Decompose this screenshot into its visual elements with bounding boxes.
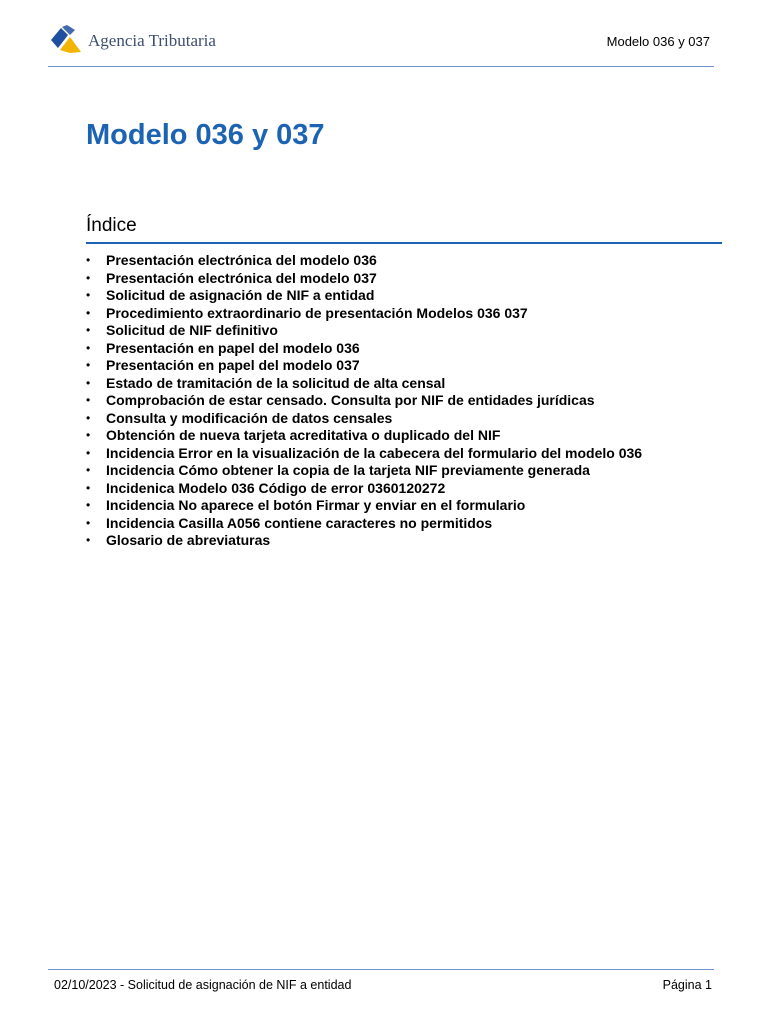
bullet-icon: • bbox=[86, 358, 91, 372]
toc-item-label: Estado de tramitación de la solicitud de alta censal bbox=[106, 374, 446, 391]
toc-item[interactable] bbox=[86, 532, 722, 550]
toc-item[interactable] bbox=[86, 515, 722, 533]
bullet-icon: • bbox=[86, 288, 91, 302]
toc-item-label: Solicitud de NIF definitivo bbox=[106, 322, 278, 338]
toc-item[interactable] bbox=[86, 340, 722, 358]
bullet-icon: • bbox=[86, 375, 91, 390]
bullet-icon: • bbox=[86, 533, 91, 547]
bullet-icon: • bbox=[86, 305, 91, 320]
bullet-icon: • bbox=[86, 393, 91, 407]
toc-item-label: Presentación en papel del modelo 036 bbox=[106, 339, 360, 356]
bullet-icon: • bbox=[86, 480, 91, 495]
toc-item[interactable] bbox=[86, 322, 722, 340]
bullet-icon: • bbox=[86, 270, 91, 285]
agencia-tributaria-logo-icon bbox=[48, 24, 84, 56]
toc-item-label: Solicitud de asignación de NIF a entidad bbox=[106, 287, 375, 303]
toc-item[interactable] bbox=[86, 480, 722, 498]
agency-name: Agencia Tributaria bbox=[88, 30, 216, 50]
bullet-icon: • bbox=[86, 515, 91, 530]
toc-item-label: Presentación electrónica del modelo 036 bbox=[106, 252, 377, 268]
toc-item[interactable] bbox=[86, 497, 722, 515]
toc-item[interactable] bbox=[86, 462, 722, 480]
agency-logo bbox=[48, 24, 216, 56]
toc-item-label: Incidencia Casilla A056 contiene caracteres no permitidos bbox=[106, 514, 493, 531]
toc-item-label: Incidencia No aparece el botón Firmar y enviar en el formulario bbox=[106, 497, 526, 513]
bullet-icon: • bbox=[86, 463, 91, 477]
footer-date-title: 02/10/2023 - Solicitud de asignación de NIF a entidad bbox=[54, 978, 352, 992]
bullet-icon: • bbox=[86, 253, 91, 267]
toc-item[interactable] bbox=[86, 357, 722, 375]
bullet-icon: • bbox=[86, 410, 91, 425]
toc-item-label: Incidencia Error en la visualización de la cabecera del formulario del modelo 036 bbox=[106, 444, 643, 461]
table-of-contents bbox=[86, 252, 722, 550]
toc-item-label: Incidenica Modelo 036 Código de error 0360120272 bbox=[106, 479, 446, 496]
toc-item-label: Comprobación de estar censado. Consulta por NIF de entidades jurídicas bbox=[106, 392, 595, 408]
bullet-icon: • bbox=[86, 498, 91, 512]
page-header bbox=[48, 24, 714, 67]
toc-item-label: Consulta y modificación de datos censales bbox=[106, 409, 393, 426]
toc-item-label: Procedimiento extraordinario de presentación Modelos 036 037 bbox=[106, 304, 528, 321]
toc-item[interactable] bbox=[86, 445, 722, 463]
toc-item-label: Presentación en papel del modelo 037 bbox=[106, 357, 360, 373]
toc-item[interactable] bbox=[86, 427, 722, 445]
toc-item-label: Incidencia Cómo obtener la copia de la tarjeta NIF previamente generada bbox=[106, 462, 590, 478]
bullet-icon: • bbox=[86, 428, 91, 442]
header-doc-label: Modelo 036 y 037 bbox=[606, 34, 710, 49]
toc-item[interactable] bbox=[86, 410, 722, 428]
toc-item-label: Glosario de abreviaturas bbox=[106, 532, 271, 548]
bullet-icon: • bbox=[86, 323, 91, 337]
toc-item[interactable] bbox=[86, 287, 722, 305]
index-heading: Índice bbox=[86, 214, 722, 244]
toc-item[interactable] bbox=[86, 392, 722, 410]
toc-item[interactable] bbox=[86, 375, 722, 393]
toc-item-label: Obtención de nueva tarjeta acreditativa o duplicado del NIF bbox=[106, 427, 501, 443]
toc-item[interactable] bbox=[86, 252, 722, 270]
toc-item[interactable] bbox=[86, 305, 722, 323]
toc-item-label: Presentación electrónica del modelo 037 bbox=[106, 269, 377, 286]
page-footer bbox=[48, 969, 714, 1000]
toc-item[interactable] bbox=[86, 270, 722, 288]
bullet-icon: • bbox=[86, 340, 91, 355]
page-number: Página 1 bbox=[662, 978, 712, 992]
bullet-icon: • bbox=[86, 445, 91, 460]
page-title: Modelo 036 y 037 bbox=[86, 119, 325, 151]
